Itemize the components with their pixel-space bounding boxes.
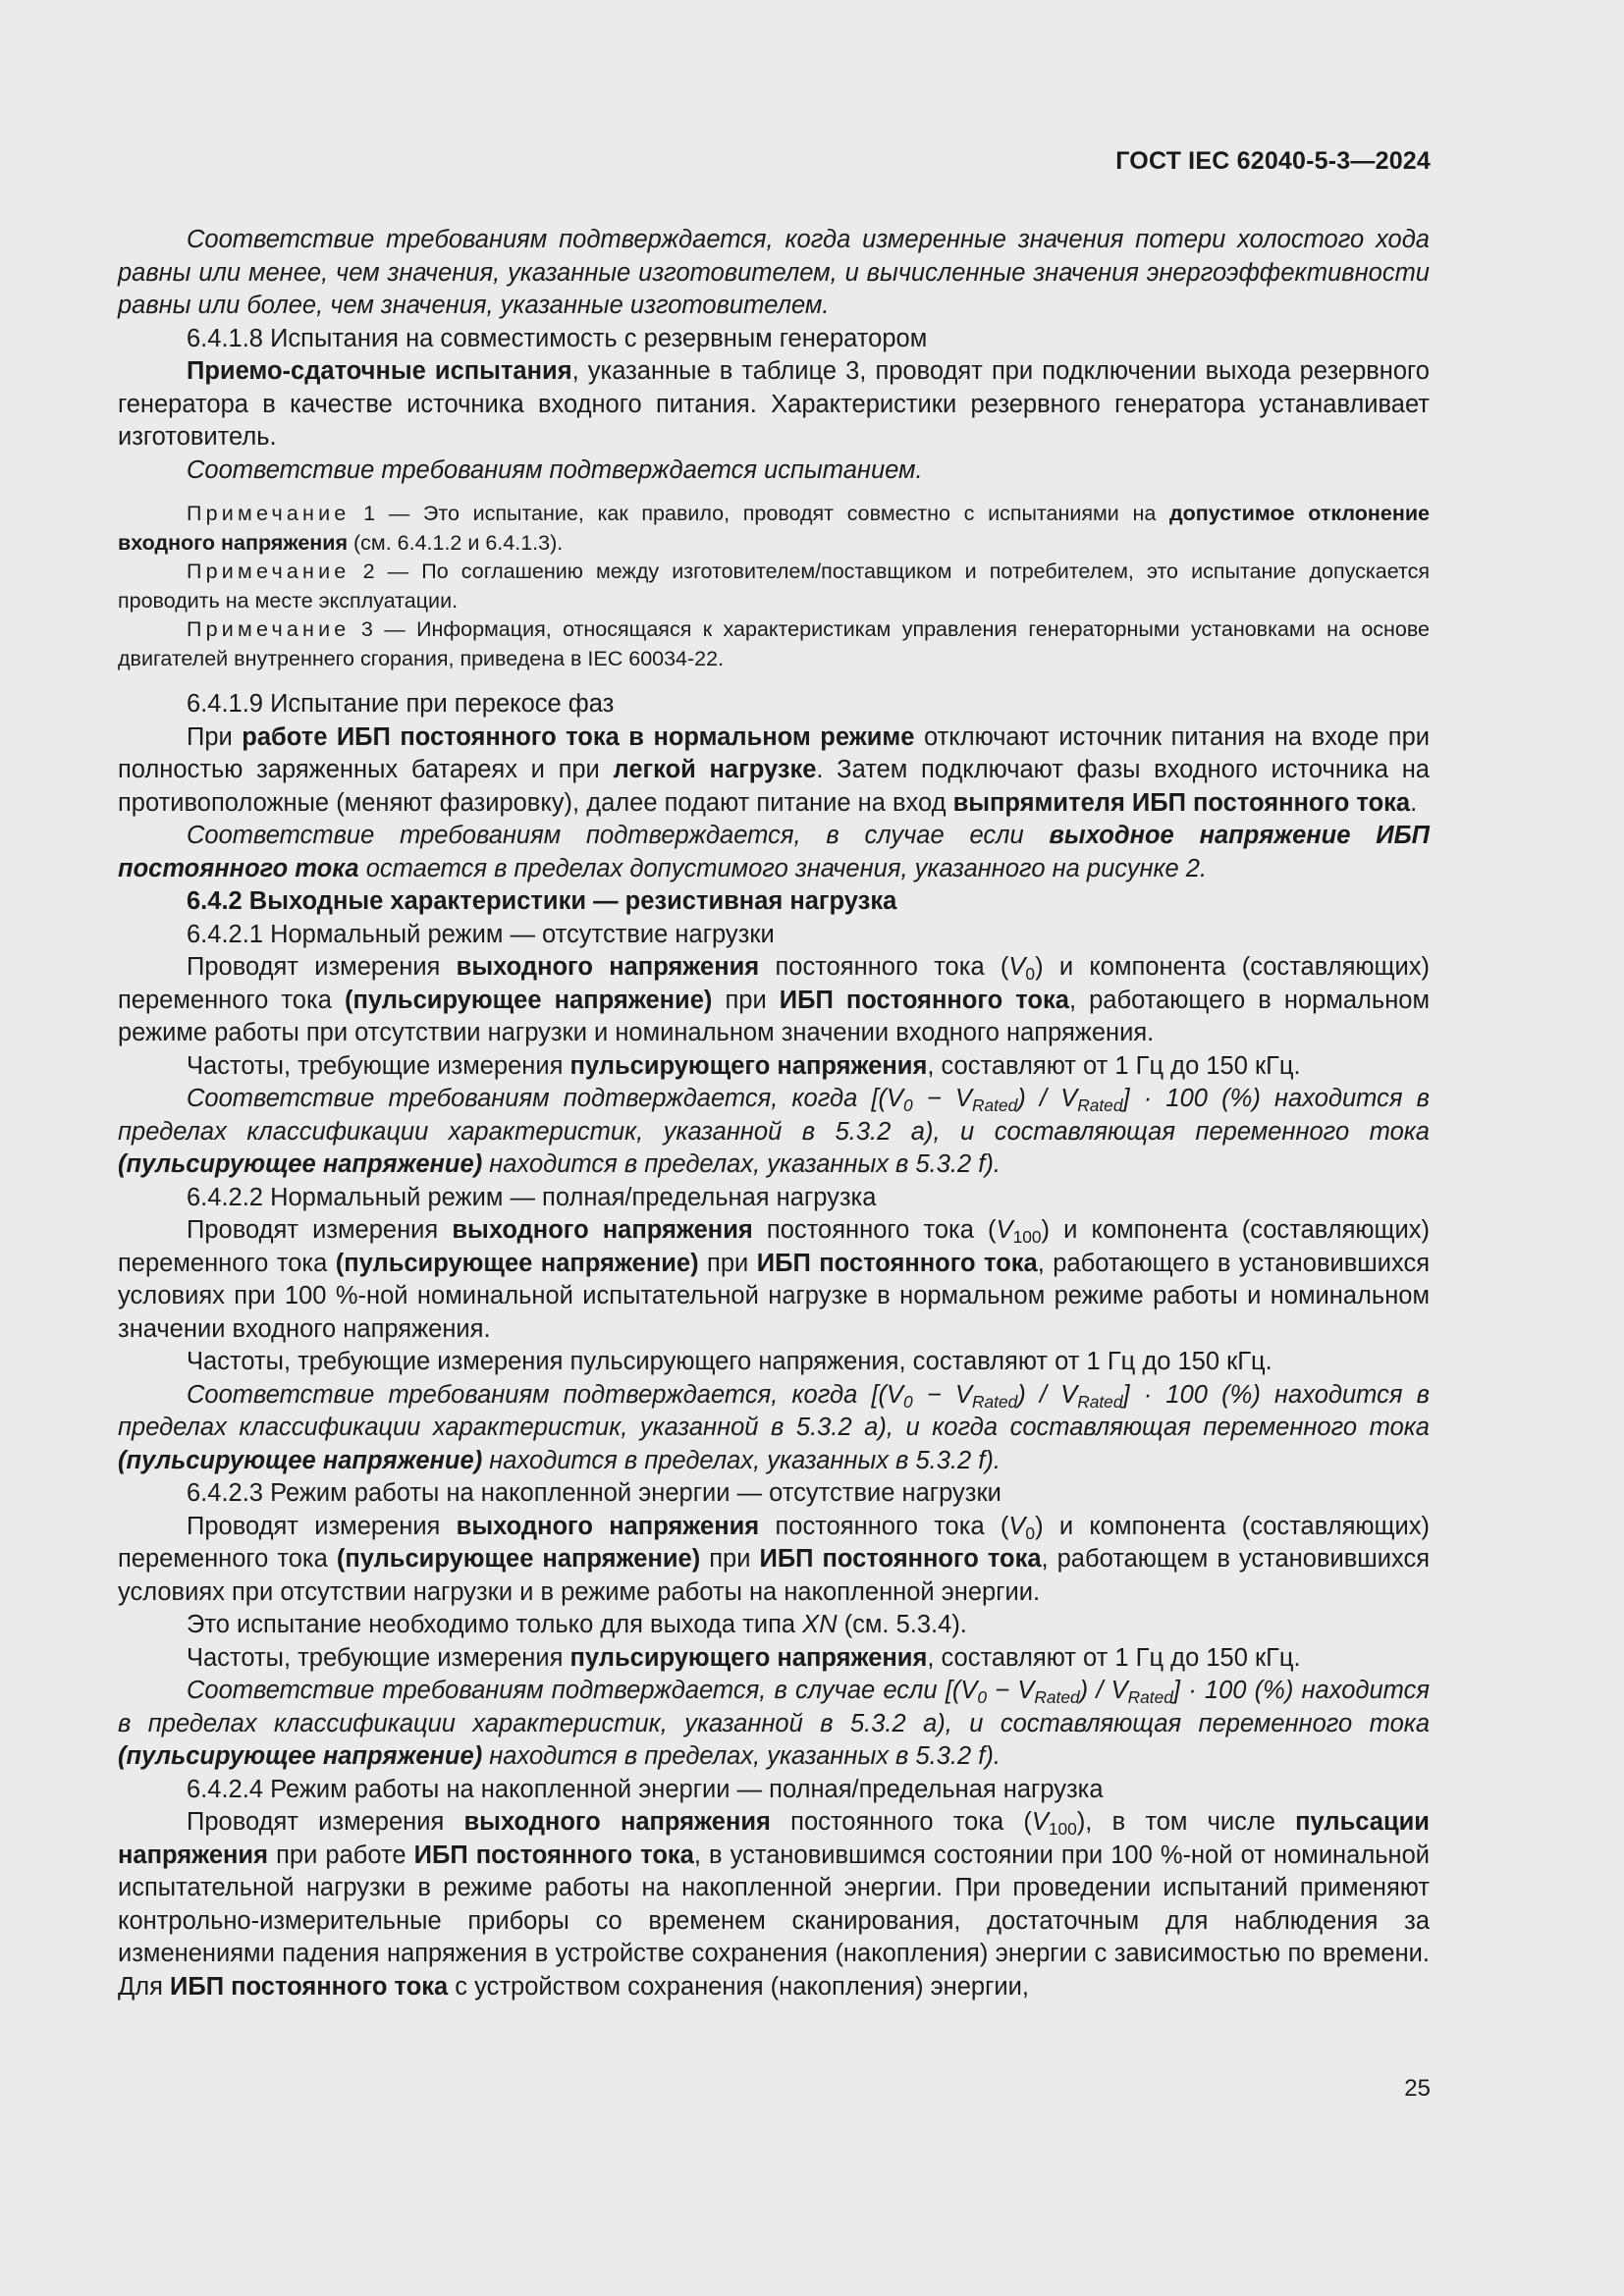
section-heading-6422: 6.4.2.2 Нормальный режим — полная/предельная нагрузка: [187, 1183, 877, 1211]
section-heading-6424: 6.4.2.4 Режим работы на накопленной энергии — полная/предельная нагрузка: [187, 1775, 1104, 1803]
compliance-paragraph: Соответствие требованиям подтверждается испытанием.: [187, 455, 923, 484]
document-header: ГОСТ IEC 62040-5-3—2024: [1115, 147, 1431, 175]
compliance-paragraph: Соответствие требованиям подтверждается, когда измеренные значения потери холостого хода равны или менее, чем значения, указанные изготовителем, и вычисленные значения энергоэффективности равны или более, чем значения, указанные изготовителем.: [118, 226, 1430, 319]
paragraph: Частоты, требующие измерения пульсирующего напряжения, составляют от 1 Гц до 150 кГц.: [187, 1348, 1272, 1375]
notes-block: [118, 500, 1430, 673]
paragraph: Частоты, требующие измерения пульсирующего напряжения, составляют от 1 Гц до 150 кГц.: [187, 1643, 1301, 1672]
note-3: Примечание 3 — Информация, относящаяся к характеристикам управления генераторными установками на основе двигателей внутреннего сгорания, приведена в IEC 60034-22.: [118, 617, 1430, 670]
paragraph: Приемо-сдаточные испытания, указанные в таблице 3, проводят при подключении выхода резервного генератора в качестве источника входного питания. Характеристики резервного генератора устанавливает изготовитель.: [118, 357, 1430, 451]
compliance-paragraph: Соответствие требованиям подтверждается, в случае если $[(V_0 - V_{Rated}) / V_{Rated}] \cdot 100$ (%) находится в пределах классификации характеристик, указанной в 5.3.2 a), и составляющая переменного тока (пульсирующее напряжение) находится в пределах, указанных в 5.3.2 f).: [118, 1677, 1430, 1770]
section-heading-642: 6.4.2 Выходные характеристики — резистивная нагрузка: [187, 887, 897, 915]
compliance-paragraph: Соответствие требованиям подтверждается, когда $[(V_0 - V_{Rated}) / V_{Rated}] \cdot 100$ (%) находится в пределах классификации характеристик, указанной в 5.3.2 a), и когда составляющая переменного тока (пульсирующее напряжение) находится в пределах, указанных в 5.3.2 f).: [118, 1380, 1430, 1474]
note-2: Примечание 2 — По соглашению между изготовителем/поставщиком и потребителем, это испытание допускается проводить на месте эксплуатации.: [118, 560, 1430, 613]
paragraph: При работе ИБП постоянного тока в нормальном режиме отключают источник питания на входе при полностью заряженных батареях и при легкой нагрузке. Затем подключают фазы входного источника на противоположные (меняют фазировку), далее подают питание на вход выпрямителя ИБП постоянного тока.: [118, 722, 1430, 817]
paragraph: Проводят измерения выходного напряжения постоянного тока $(V_{100})$, в том числе пульсации напряжения при работе ИБП постоянного тока, в установившимся состоянии при 100 %-ной от номинальной испытательной нагрузки в режиме работы на накопленной энергии. При проведении испытаний применяют контрольно-измерительные приборы со временем сканирования, достаточным для наблюдения за изменениями падения напряжения в устройстве сохранения (накопления) энергии с зависимостью по времени. Для ИБП постоянного тока с устройством сохранения (накопления) энергии,: [118, 1808, 1430, 2001]
compliance-paragraph: Соответствие требованиям подтверждается, в случае если выходное напряжение ИБП постоянного тока остается в пределах допустимого значения, указанного на рисунке 2.: [118, 822, 1430, 882]
paragraph: Это испытание необходимо только для выхода типа XN (см. 5.3.4).: [187, 1611, 967, 1638]
note-1: Примечание 1 — Это испытание, как правило, проводят совместно с испытаниями на допустимое отклонение входного напряжения (см. 6.4.1.2 и 6.4.1.3).: [118, 502, 1430, 555]
page-number: 25: [1404, 2075, 1431, 2102]
section-heading-6421: 6.4.2.1 Нормальный режим — отсутствие нагрузки: [187, 920, 775, 948]
section-heading-6418: 6.4.1.8 Испытания на совместимость с резервным генератором: [187, 324, 928, 352]
paragraph: Проводят измерения выходного напряжения постоянного тока $(V_{100})$ и компонента (составляющих) переменного тока (пульсирующее напряжение) при ИБП постоянного тока, работающего в установившихся условиях при 100 %-ной номинальной испытательной нагрузке в нормальном режиме работы и номинальном значении входного напряжения.: [118, 1216, 1430, 1343]
section-heading-6419: 6.4.1.9 Испытание при перекосе фаз: [187, 690, 615, 718]
section-heading-6423: 6.4.2.3 Режим работы на накопленной энергии — отсутствие нагрузки: [187, 1479, 1001, 1507]
page-body: [118, 224, 1430, 2003]
paragraph: Проводят измерения выходного напряжения постоянного тока $(V_0)$ и компонента (составляющих) переменного тока (пульсирующее напряжение) при ИБП постоянного тока, работающего в нормальном режиме работы при отсутствии нагрузки и номинальном значении входного напряжения.: [118, 953, 1431, 1046]
paragraph: Частоты, требующие измерения пульсирующего напряжения, составляют от 1 Гц до 150 кГц.: [187, 1051, 1301, 1080]
compliance-paragraph: Соответствие требованиям подтверждается, когда $[(V_0 - V_{Rated}) / V_{Rated}] \cdot 100$ (%) находится в пределах классификации характеристик, указанной в 5.3.2 a), и составляющая переменного тока (пульсирующее напряжение) находится в пределах, указанных в 5.3.2 f).: [118, 1085, 1430, 1178]
paragraph: Проводят измерения выходного напряжения постоянного тока $(V_0)$ и компонента (составляющих) переменного тока (пульсирующее напряжение) при ИБП постоянного тока, работающем в установившихся условиях при отсутствии нагрузки и в режиме работы на накопленной энергии.: [118, 1512, 1431, 1606]
